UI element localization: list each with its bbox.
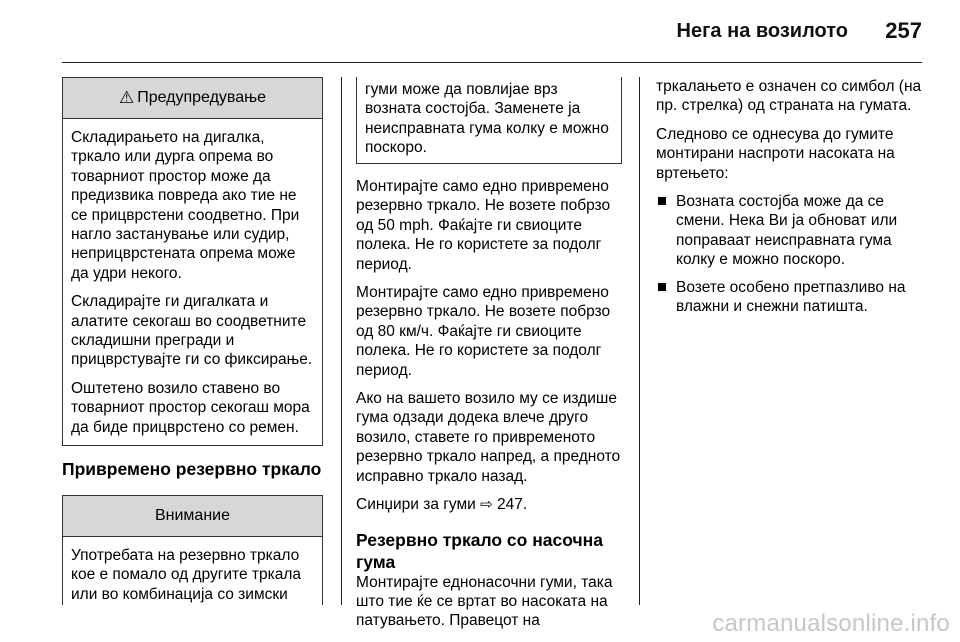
list-item-text: Возната состојба може да се смени. Нека Ви ја обноват или поправаат неисправната гума колку е можно поскоро.	[676, 193, 898, 269]
square-bullet-icon	[658, 197, 666, 205]
reference-page: 247.	[497, 496, 528, 514]
warning-paragraph-2: Складирајте ги дигалката и алатите секогаш во соодветните складишни прегради и прицврстувајте ги со фиксирање.	[71, 293, 313, 369]
cross-reference	[356, 495, 622, 514]
square-bullet-icon	[658, 283, 666, 291]
warning-paragraph-1: Складирањето на дигалка, тркало или дурга опрема во товарниот простор може да предизвика повреда ако тие не се прицврстени соодветно. При нагло застанување или судир, неприцврстената опрема може да удри некого.	[71, 129, 300, 282]
paragraph-speed-mph: Монтирајте само едно привремено резервно тркало. Не возете побрзо од 50 mph. Фаќајте ги свиоците полека. Не го користете за подолг период.	[356, 178, 611, 273]
reference-text: Синџири за гуми	[356, 496, 476, 514]
warning-box-header	[63, 78, 322, 119]
header-rule	[62, 62, 922, 63]
notice-box-body	[63, 537, 322, 617]
notice-box-continued	[356, 77, 622, 164]
warning-triangle-icon: ⚠	[118, 88, 135, 108]
paragraph-rolling-direction: тркалањето е означен со симбол (на пр. стрелка) од страната на гумата.	[656, 78, 922, 115]
page-header	[0, 0, 960, 62]
list-item	[656, 278, 922, 317]
notice-box	[62, 495, 323, 605]
warning-paragraph-3: Оштетено возило ставено во товарниот простор секогаш мора да биде прицврстено со ремен.	[71, 379, 310, 436]
paragraph-towing: Ако на вашето возило му се издише гума одзади додека влече друго возило, ставете го привременото резервно тркало напред, а предното исправно тркало назад.	[356, 390, 621, 485]
list-item	[656, 192, 922, 270]
paragraph-opposite-direction: Следново се однесува до гумите монтирани наспроти насоката на вртењето:	[656, 125, 895, 182]
warning-box	[62, 77, 323, 446]
column-divider-2	[639, 77, 640, 605]
paragraph-directional: Монтирајте еднонасочни гуми, така што тие ќе се вртат во насоката на патувањето. Правецот на	[356, 573, 613, 630]
reference-arrow-icon: ⇨	[480, 496, 493, 514]
column-3	[656, 77, 922, 324]
column-divider-1	[341, 77, 342, 605]
column-2	[356, 77, 622, 640]
paragraph-speed-kmh: Монтирајте само едно привремено резервно тркало. Не возете побрзо од 80 км/ч. Фаќајте ги свиоците полека. Не го користете за подолг период.	[356, 284, 611, 379]
watermark: carmanualsonline.info	[712, 610, 950, 637]
section-heading-directional-tyre: Резервно тркало со насочна гума	[356, 529, 603, 572]
column-1	[62, 77, 323, 605]
list-item-text: Возете особено претпазливо на влажни и снежни патишта.	[676, 278, 906, 316]
section-heading-temporary-spare: Привремено резервно тркало	[62, 459, 322, 479]
page-number: 257	[885, 18, 922, 43]
notice-text: Употребата на резервно тркало кое е помало од другите тркала или во комбинација со зимски	[71, 547, 302, 603]
notice-text-continued: гуми може да повлијае врз возната состојба. Заменете ја неисправната гума колку е можно поскоро.	[365, 81, 609, 157]
notice-box-header	[63, 496, 322, 537]
notice-title: Внимание	[154, 507, 230, 525]
warning-title: Предупредување	[137, 89, 267, 107]
header-title: Нега на возилото	[676, 20, 848, 42]
warning-box-body	[63, 119, 322, 450]
notice-box-continued-body	[357, 77, 621, 171]
bullet-list	[656, 192, 922, 316]
